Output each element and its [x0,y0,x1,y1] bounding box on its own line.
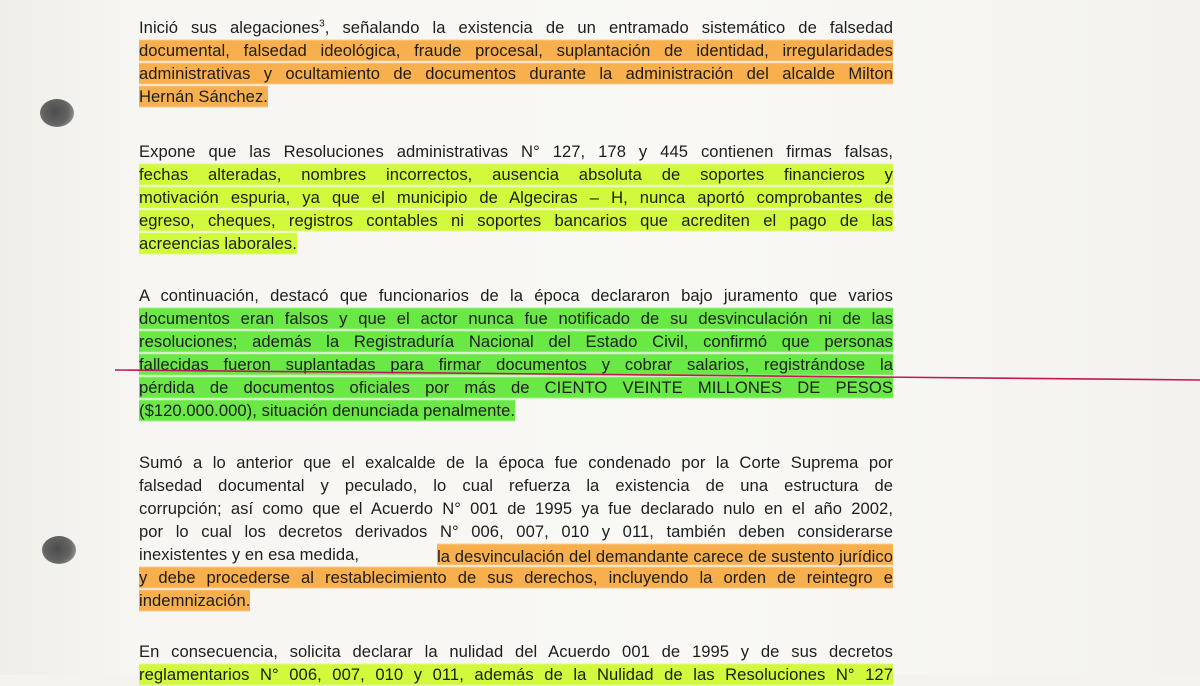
p4-line-7: indemnización. [139,591,251,610]
pen-stroke-line [115,368,1200,382]
paragraph-5 [139,640,893,686]
p2-line-5: acreencias laborales. [139,234,297,253]
p2-line-3: motivación espuria, ya que el municipio de Algeciras – H, nunca aportó comprobantes de [139,188,893,207]
p3-line-3: resoluciones; además la Registraduría Nacional del Estado Civil, confirmó que personas [139,332,893,351]
hole-punch-top [40,99,74,127]
p3-line-6: ($120.000.000), situación denunciada penalmente. [139,401,516,420]
hole-punch-bottom [42,536,76,564]
p3-line-4: fallecidas fueron suplantadas para firmar documentos y cobrar salarios, registrándose la [139,355,893,374]
p4-line-1: Sumó a lo anterior que el exalcalde de la época fue condenado por la Corte Suprema por [139,453,893,472]
paragraph-2 [139,140,893,255]
p2-line-1: Expone que las Resoluciones administrativas N° 127, 178 y 445 contienen firmas falsas, [139,142,893,161]
p5-line-2: reglamentarios N° 006, 007, 010 y 011, además de la Nulidad de las Resoluciones N° 127 [139,665,893,684]
p2-line-2: fechas alteradas, nombres incorrectos, ausencia absoluta de soportes financieros y [139,165,893,184]
p3-line-2: documentos eran falsos y que el actor nunca fue notificado de su desvinculación ni de las [139,309,893,328]
p3-line-5: pérdida de documentos oficiales por más de CIENTO VEINTE MILLONES DE PESOS [139,378,893,397]
p2-line-4: egreso, cheques, registros contables ni soportes bancarios que acrediten el pago de las [139,211,893,230]
paragraph-1 [139,16,893,108]
p4-line-5: inexistentes y en esa medida, la desvinculación del demandante carece de sustento jurídico [139,545,893,566]
footnote-mark: 3 [319,18,325,30]
p4-line-6: y debe procederse al restablecimiento de sus derechos, incluyendo la orden de reintegro e [139,568,893,587]
paragraph-3 [139,284,893,422]
p1-line-1: Inició sus alegaciones$^3$, señalando la existencia de un entramado sistemático de falsedad [139,18,893,37]
p4-line-3: corrupción; así como que el Acuerdo N° 001 de 1995 ya fue declarado nulo en el año 2002, [139,499,893,518]
p1-line-2: documental, falsedad ideológica, fraude procesal, suplantación de identidad, irregularidades [139,41,893,60]
p5-line-1: En consecuencia, solicita declarar la nulidad del Acuerdo 001 de 1995 y de sus decretos [139,642,893,661]
p4-line-4: por lo cual los decretos derivados N° 006, 007, 010 y 011, también deben considerarse [139,522,893,541]
p3-line-1: A continuación, destacó que funcionarios de la época declararon bajo juramento que varios [139,286,893,305]
paragraph-4 [139,451,893,612]
p4-line-2: falsedad documental y peculado, lo cual refuerza la existencia de una estructura de [139,476,893,495]
p1-line-4: Hernán Sánchez. [139,87,268,106]
p1-line-3: administrativas y ocultamiento de documentos durante la administración del alcalde Milton [139,64,893,83]
